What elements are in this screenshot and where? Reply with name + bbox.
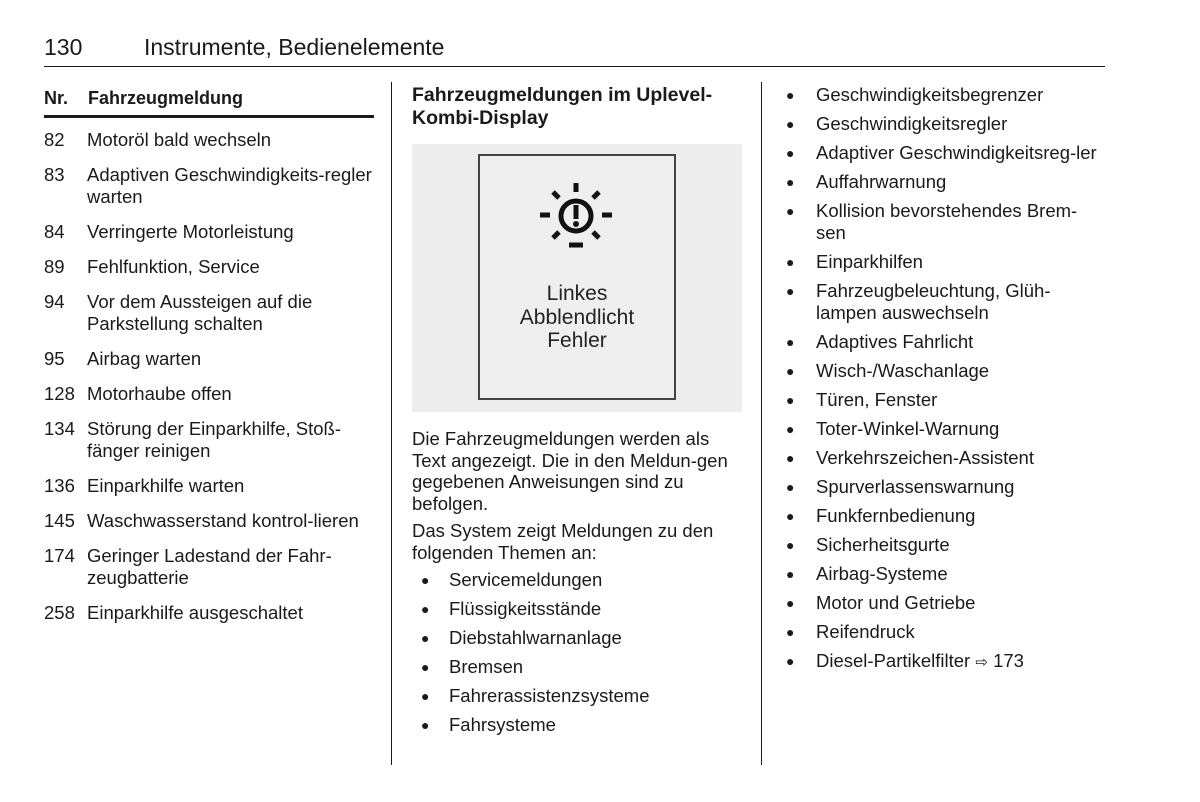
bullet-icon: ● xyxy=(786,334,795,350)
message-text: Verringerte Motorleistung xyxy=(87,221,294,242)
bullet-icon: ● xyxy=(786,254,795,270)
list-item xyxy=(412,656,742,678)
bullet-icon: ● xyxy=(786,145,795,161)
bullet-icon: ● xyxy=(786,537,795,553)
list-item-text: Verkehrszeichen-Assistent xyxy=(816,447,1034,468)
list-item-text: Diesel-Partikelfilter xyxy=(816,650,971,671)
list-item-text: Spurverlassenswarnung xyxy=(816,476,1015,497)
table-row xyxy=(44,602,374,624)
bullet-icon: ● xyxy=(786,174,795,190)
table-row xyxy=(44,164,374,208)
page-reference-arrow-icon: ⇨ xyxy=(975,654,988,671)
message-number: 174 xyxy=(44,545,75,566)
display-illustration xyxy=(412,144,742,412)
list-item xyxy=(784,142,1106,164)
section-uplevel-display xyxy=(412,84,742,743)
message-text: Fehlfunktion, Service xyxy=(87,256,260,277)
list-item-text: Flüssigkeitsstände xyxy=(449,598,602,619)
list-item xyxy=(412,685,742,707)
list-item xyxy=(784,505,1106,527)
bullet-icon: ● xyxy=(786,508,795,524)
message-text: Airbag warten xyxy=(87,348,202,369)
topics-list-right xyxy=(784,84,1106,643)
column-divider-2 xyxy=(761,82,762,765)
display-message xyxy=(480,282,674,353)
list-item xyxy=(412,714,742,736)
paragraph-topics: Das System zeigt Meldungen zu den folgenden Themen an: xyxy=(412,520,714,563)
list-item xyxy=(784,280,1106,324)
message-text: Einparkhilfe ausgeschaltet xyxy=(87,602,303,623)
message-number: 83 xyxy=(44,164,65,185)
message-text: Waschwasserstand kontrol-lieren xyxy=(87,510,359,531)
paragraph-intro: Die Fahrzeugmeldungen werden als Text angezeigt. Die in den Meldun-gen gegebenen Anweisungen sind zu befolgen. xyxy=(412,428,728,514)
table-row xyxy=(44,383,374,405)
message-text: Störung der Einparkhilfe, Stoß-fänger reinigen xyxy=(87,418,341,461)
list-item xyxy=(412,627,742,649)
bullet-icon: ● xyxy=(421,572,430,588)
message-number: 134 xyxy=(44,418,75,439)
list-item-text: Toter-Winkel-Warnung xyxy=(816,418,1000,439)
message-text: Adaptiven Geschwindigkeits-regler warten xyxy=(87,164,372,207)
list-item-text: Diebstahlwarnanlage xyxy=(449,627,622,648)
list-item xyxy=(784,360,1106,382)
list-item xyxy=(784,563,1106,585)
list-item-text: Kollision bevorstehendes Brem-sen xyxy=(816,200,1078,243)
list-item-text: Geschwindigkeitsbegrenzer xyxy=(816,84,1044,105)
message-number: 95 xyxy=(44,348,65,369)
list-item-text: Adaptives Fahrlicht xyxy=(816,331,974,352)
bullet-icon: ● xyxy=(786,87,795,103)
table-row xyxy=(44,129,374,151)
message-text: Motorhaube offen xyxy=(87,383,232,404)
list-item xyxy=(784,171,1106,193)
message-text: Motoröl bald wechseln xyxy=(87,129,272,150)
bullet-icon: ● xyxy=(421,601,430,617)
list-item xyxy=(784,251,1106,273)
list-item xyxy=(412,598,742,620)
section-title xyxy=(412,84,742,130)
list-item xyxy=(784,113,1106,135)
list-item-text: Türen, Fenster xyxy=(816,389,938,410)
page-number: 130 xyxy=(44,34,83,60)
message-number: 84 xyxy=(44,221,65,242)
list-item xyxy=(412,569,742,591)
list-item xyxy=(784,650,1106,674)
bullet-icon: ● xyxy=(786,203,795,219)
list-item xyxy=(784,447,1106,469)
table-row xyxy=(44,475,374,497)
bullet-icon: ● xyxy=(786,595,795,611)
list-item-text: Airbag-Systeme xyxy=(816,563,948,584)
bullet-icon: ● xyxy=(786,566,795,582)
page-header xyxy=(44,34,1105,67)
display-line-1: Linkes xyxy=(546,282,608,305)
table-row xyxy=(44,510,374,532)
list-item-text: Fahrerassistenzsysteme xyxy=(449,685,650,706)
message-number: 94 xyxy=(44,291,65,312)
list-item-text: Adaptiver Geschwindigkeitsreg-ler xyxy=(816,142,1097,163)
list-item-text: Fahrsysteme xyxy=(449,714,556,735)
message-table xyxy=(44,88,374,624)
section-title-line-1: Fahrzeugmeldungen im Uplevel- xyxy=(412,84,713,106)
topics-list-last xyxy=(784,650,1106,674)
display-screen xyxy=(478,154,676,400)
table-row xyxy=(44,256,374,278)
column-header-message: Fahrzeugmeldung xyxy=(88,88,244,108)
list-item-text: Einparkhilfen xyxy=(816,251,923,272)
display-line-2: Abblendlicht xyxy=(519,305,635,329)
list-item xyxy=(784,200,1106,244)
list-item xyxy=(784,621,1106,643)
list-item xyxy=(784,592,1106,614)
bullet-icon: ● xyxy=(786,283,795,299)
topics-continued xyxy=(784,84,1106,681)
table-row xyxy=(44,291,374,335)
list-item-text: Geschwindigkeitsregler xyxy=(816,113,1008,134)
list-item xyxy=(784,331,1106,353)
table-header xyxy=(44,88,374,118)
list-item-text: Wisch-/Waschanlage xyxy=(816,360,990,381)
list-item xyxy=(784,476,1106,498)
bullet-icon: ● xyxy=(786,450,795,466)
table-row xyxy=(44,418,374,462)
table-row xyxy=(44,545,374,589)
message-number: 145 xyxy=(44,510,75,531)
message-text: Vor dem Aussteigen auf die Parkstellung schalten xyxy=(87,291,313,334)
bullet-icon: ● xyxy=(786,116,795,132)
bullet-icon: ● xyxy=(421,688,430,704)
section-title-line-2: Kombi-Display xyxy=(412,107,549,129)
message-number: 82 xyxy=(44,129,65,150)
bullet-icon: ● xyxy=(786,624,795,640)
message-number: 258 xyxy=(44,602,75,623)
bullet-icon: ● xyxy=(786,421,795,437)
list-item xyxy=(784,84,1106,106)
list-item-text: Servicemeldungen xyxy=(449,569,603,590)
list-item-text: Bremsen xyxy=(449,656,524,677)
display-line-3: Fehler xyxy=(547,329,607,352)
bullet-icon: ● xyxy=(421,659,430,675)
list-item xyxy=(784,418,1106,440)
message-number: 89 xyxy=(44,256,65,277)
table-row xyxy=(44,348,374,370)
table-row xyxy=(44,221,374,243)
list-item-text: Motor und Getriebe xyxy=(816,592,976,613)
bullet-icon: ● xyxy=(421,630,430,646)
table-body xyxy=(44,129,374,624)
list-item-text: Funkfernbedienung xyxy=(816,505,976,526)
bullet-icon: ● xyxy=(786,653,795,669)
list-item-text: Sicherheitsgurte xyxy=(816,534,950,555)
topics-list-left xyxy=(412,569,742,736)
bullet-icon: ● xyxy=(421,717,430,733)
page-reference-link[interactable]: 173 xyxy=(993,650,1024,671)
running-title: Instrumente, Bedienelemente xyxy=(144,34,445,60)
message-number: 128 xyxy=(44,383,75,404)
bullet-icon: ● xyxy=(786,363,795,379)
list-item-text: Reifendruck xyxy=(816,621,915,642)
list-item xyxy=(784,534,1106,556)
list-item xyxy=(784,389,1106,411)
lamp-warning-icon xyxy=(536,182,616,252)
message-number: 136 xyxy=(44,475,75,496)
bullet-icon: ● xyxy=(786,479,795,495)
column-header-nr: Nr. xyxy=(44,88,69,108)
column-divider-1 xyxy=(391,82,392,765)
list-item-text: Fahrzeugbeleuchtung, Glüh-lampen auswechseln xyxy=(816,280,1051,323)
message-text: Einparkhilfe warten xyxy=(87,475,245,496)
list-item-text: Auffahrwarnung xyxy=(816,171,947,192)
bullet-icon: ● xyxy=(786,392,795,408)
message-text: Geringer Ladestand der Fahr-zeugbatterie xyxy=(87,545,332,588)
